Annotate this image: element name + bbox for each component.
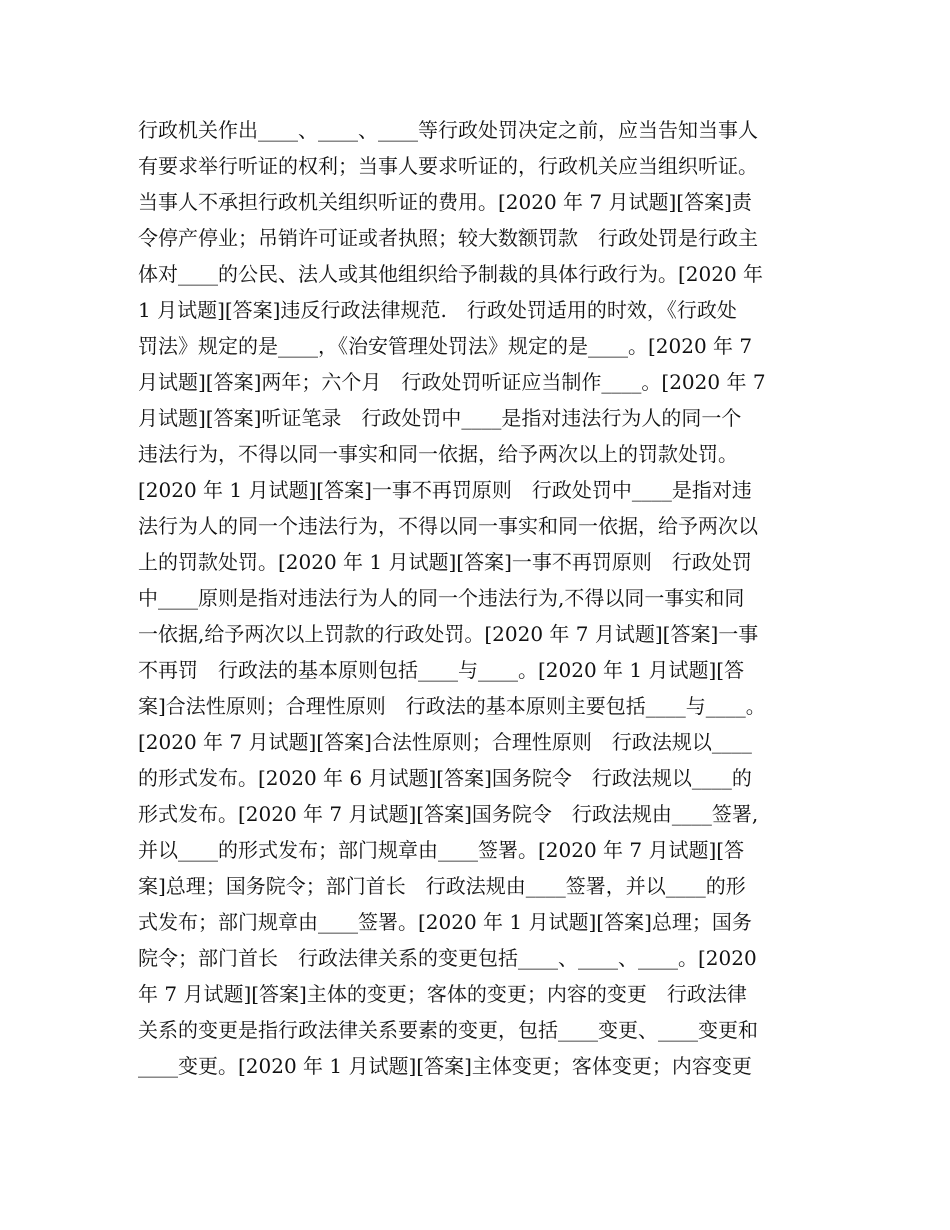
text-line: 关系的变更是指行政法律关系要素的变更，包括____变更、____变更和	[138, 1018, 758, 1042]
text-line: 中____原则是指对违法行为人的同一个违法行为,不得以同一事实和同	[138, 586, 745, 610]
text-line: 院令；部门首长 行政法律关系的变更包括____、____、____。[2020	[138, 946, 757, 970]
text-line: 的形式发布。[2020 年 6 月试题][答案]国务院令 行政法规以____的	[138, 766, 752, 790]
text-line: 行政机关作出____、____、____等行政处罚决定之前，应当告知当事人	[138, 118, 758, 142]
text-line: 月试题][答案]听证笔录 行政处罚中____是指对违法行为人的同一个	[138, 406, 742, 430]
text-line: [2020 年 1 月试题][答案]一事不再罚原则 行政处罚中____是指对违	[138, 478, 752, 502]
text-line: 年 7 月试题][答案]主体的变更；客体的变更；内容的变更 行政法律	[138, 982, 747, 1006]
body-text	[138, 112, 828, 1084]
text-line: ____变更。[2020 年 1 月试题][答案]主体变更；客体变更；内容变更	[138, 1054, 752, 1078]
text-line: [2020 年 7 月试题][答案]合法性原则；合理性原则 行政法规以____	[138, 730, 752, 754]
text-line: 案]总理；国务院令；部门首长 行政法规由____签署，并以____的形	[138, 874, 746, 898]
text-line: 形式发布。[2020 年 7 月试题][答案]国务院令 行政法规由____签署,	[138, 802, 759, 826]
text-line: 违法行为，不得以同一事实和同一依据，给予两次以上的罚款处罚。	[138, 442, 738, 466]
text-line: 不再罚 行政法的基本原则包括____与____。[2020 年 1 月试题][答	[138, 658, 745, 682]
text-line: 式发布；部门规章由____签署。[2020 年 1 月试题][答案]总理；国务	[138, 910, 752, 934]
text-line: 并以____的形式发布；部门规章由____签署。[2020 年 7 月试题][答	[138, 838, 745, 862]
text-line: 案]合法性原则；合理性原则 行政法的基本原则主要包括____与____。	[138, 694, 766, 718]
text-line: 上的罚款处罚。[2020 年 1 月试题][答案]一事不再罚原则 行政处罚	[138, 550, 752, 574]
text-line: 罚法》规定的是____，《治安管理处罚法》规定的是____。[2020 年 7	[138, 334, 753, 358]
text-line: 一依据,给予两次以上罚款的行政处罚。[2020 年 7 月试题][答案]一事	[138, 622, 759, 646]
text-line: 法行为人的同一个违法行为，不得以同一事实和同一依据，给予两次以	[138, 514, 758, 538]
text-line: 1 月试题][答案]违反行政法律规范. 行政处罚适用的时效，《行政处	[138, 298, 737, 322]
text-line: 体对____的公民、法人或其他组织给予制裁的具体行政行为。[2020 年	[138, 262, 764, 286]
text-line: 有要求举行听证的权利；当事人要求听证的，行政机关应当组织听证。	[138, 154, 758, 178]
text-line: 当事人不承担行政机关组织听证的费用。[2020 年 7 月试题][答案]责	[138, 190, 752, 214]
text-line: 令停产停业；吊销许可证或者执照；较大数额罚款 行政处罚是行政主	[138, 226, 758, 250]
text-line: 月试题][答案]两年；六个月 行政处罚听证应当制作____。[2020 年 7	[138, 370, 766, 394]
